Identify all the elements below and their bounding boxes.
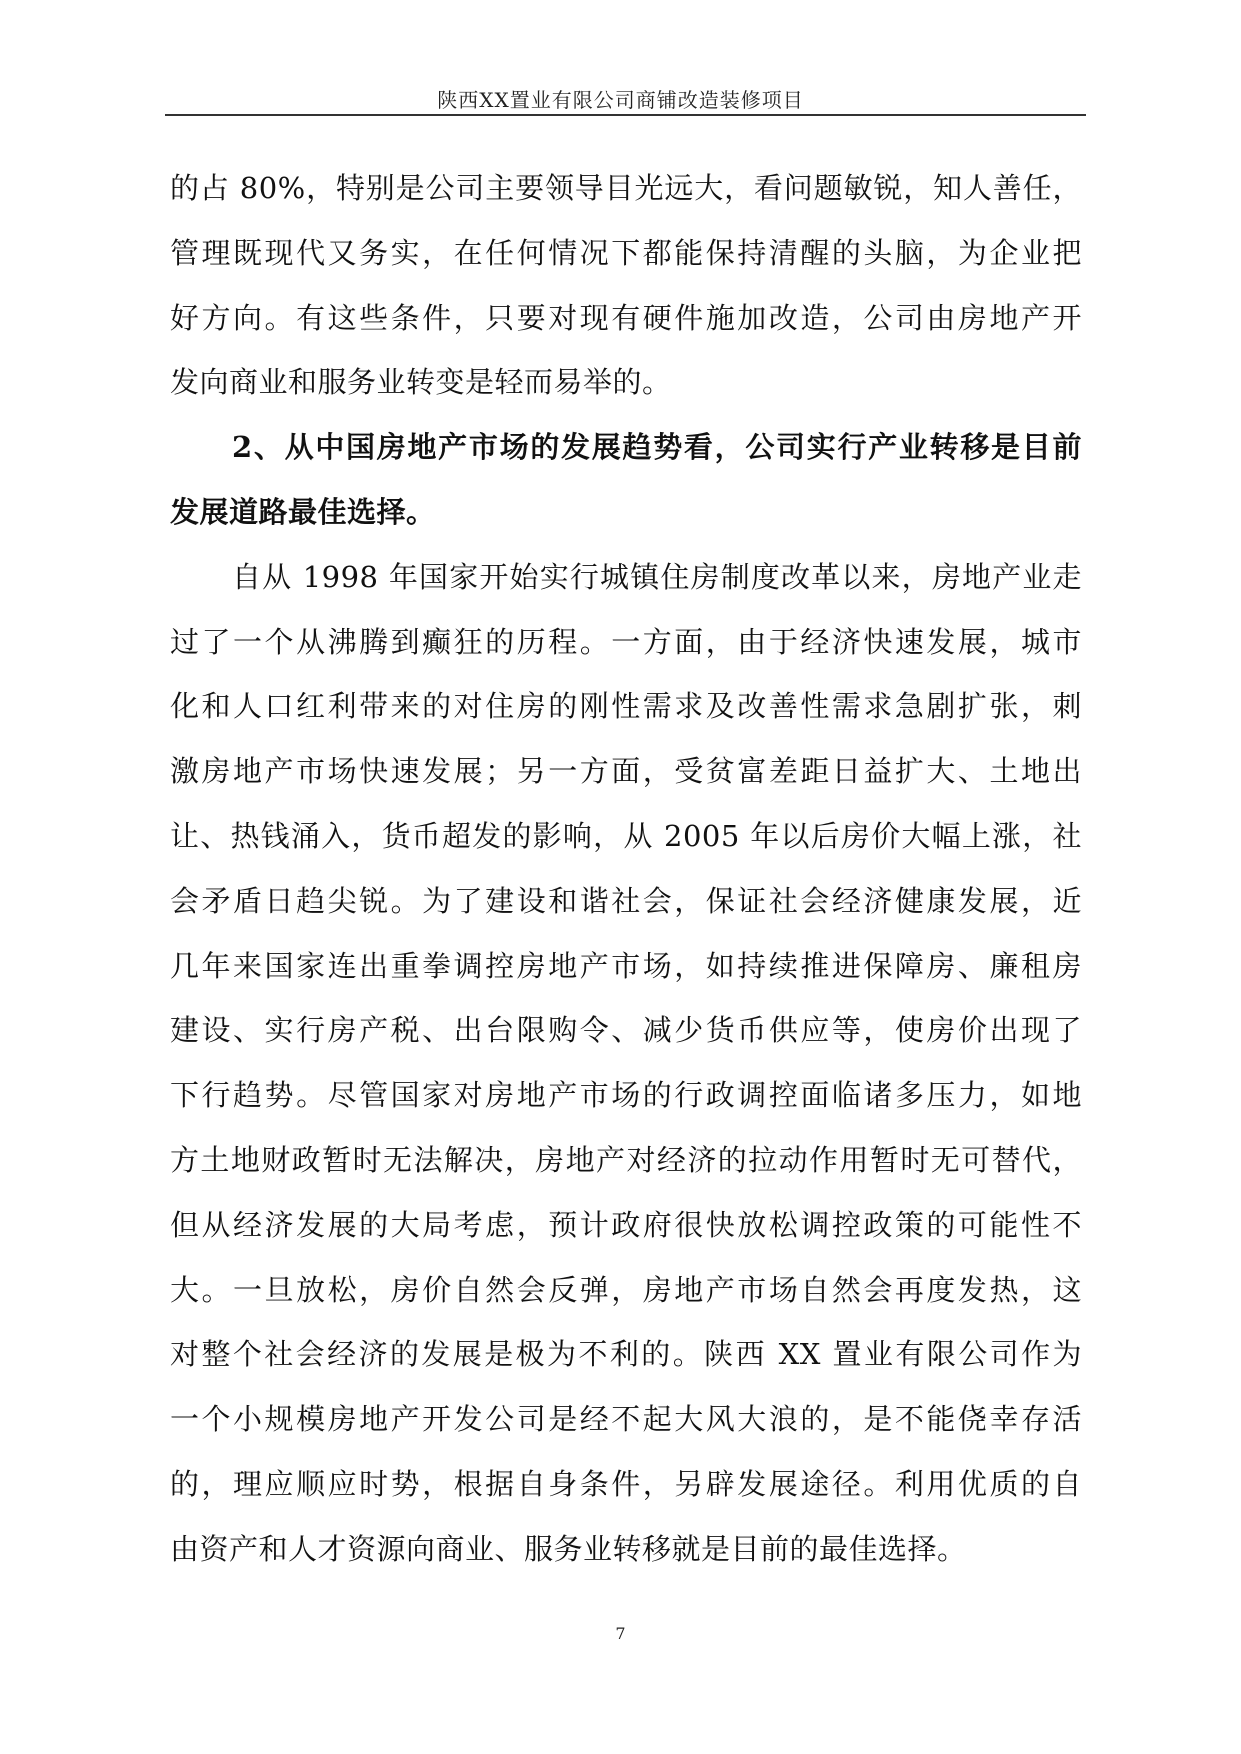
- body-line: 管理既现代又务实，在任何情况下都能保持清醒的头脑，为企业把: [170, 235, 1082, 270]
- body-line: 下行趋势。尽管国家对房地产市场的行政调控面临诸多压力，如地: [170, 1078, 1082, 1113]
- body-line: 但从经济发展的大局考虑，预计政府很快放松调控政策的可能性不: [170, 1207, 1082, 1242]
- section-heading-line: 发展道路最佳选择。: [170, 494, 436, 529]
- body-line: 一个小规模房地产开发公司是经不起大风大浪的，是不能侥幸存活: [170, 1402, 1082, 1437]
- body-line: 会矛盾日趋尖锐。为了建设和谐社会，保证社会经济健康发展，近: [170, 883, 1082, 918]
- body-line: 化和人口红利带来的对住房的刚性需求及改善性需求急剧扩张，刺: [170, 689, 1082, 724]
- body-line: 对整个社会经济的发展是极为不利的。陕西 XX 置业有限公司作为: [170, 1337, 1082, 1372]
- body-line: 过了一个从沸腾到癫狂的历程。一方面，由于经济快速发展，城市: [170, 624, 1082, 659]
- running-header-title: 陕西XX置业有限公司商铺改造装修项目: [437, 88, 804, 112]
- body-line: 建设、实行房产税、出台限购令、减少货币供应等，使房价出现了: [170, 1013, 1082, 1048]
- body-line: 大。一旦放松，房价自然会反弹，房地产市场自然会再度发热，这: [170, 1272, 1082, 1307]
- body-line: 发向商业和服务业转变是轻而易举的。: [170, 365, 672, 400]
- body-line: 激房地产市场快速发展；另一方面，受贫富差距日益扩大、土地出: [170, 754, 1082, 789]
- page-number: 7: [615, 1624, 626, 1643]
- body-line: 由资产和人才资源向商业、服务业转移就是目前的最佳选择。: [170, 1531, 967, 1566]
- document-body: [170, 156, 1082, 1582]
- body-line: 方土地财政暂时无法解决，房地产对经济的拉动作用暂时无可替代，: [170, 1142, 1082, 1177]
- body-line: 自从 1998 年国家开始实行城镇住房制度改革以来，房地产业走: [232, 559, 1082, 594]
- body-line: 的占 80%，特别是公司主要领导目光远大，看问题敏锐，知人善任，: [170, 171, 1082, 205]
- body-line: 几年来国家连出重拳调控房地产市场，如持续推进保障房、廉租房: [170, 948, 1082, 983]
- body-line: 好方向。有这些条件，只要对现有硬件施加改造，公司由房地产开: [170, 300, 1082, 335]
- header-rule: [165, 114, 1086, 116]
- section-heading-line: 2、从中国房地产市场的发展趋势看，公司实行产业转移是目前: [232, 430, 1082, 465]
- body-line: 的，理应顺应时势，根据自身条件，另辟发展途径。利用优质的自: [170, 1466, 1082, 1501]
- body-line: 让、热钱涌入，货币超发的影响，从 2005 年以后房价大幅上涨，社: [170, 818, 1082, 853]
